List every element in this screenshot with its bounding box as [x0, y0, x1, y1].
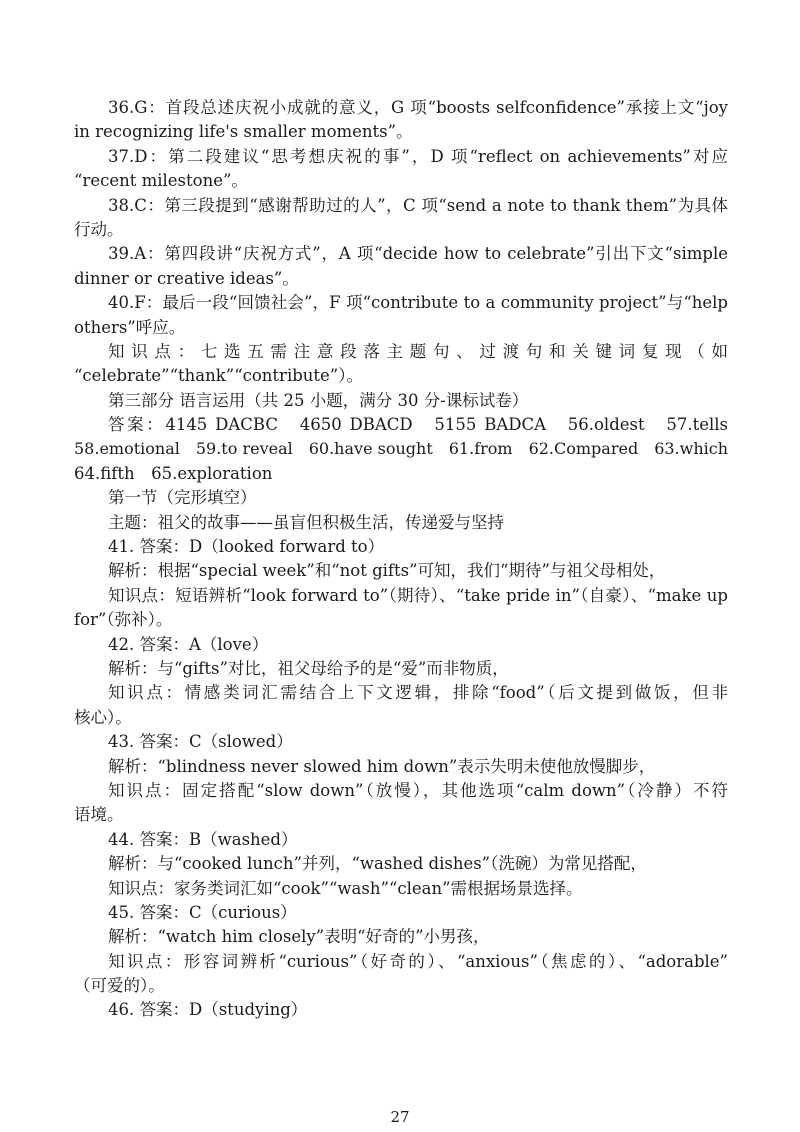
text-line: 37.D：第二段建议“思考想庆祝的事”，D 项“reflect on achievements”对应	[108, 146, 728, 166]
text-line: 46. 答案：D（studying）	[108, 1000, 308, 1020]
text-line: 41. 答案：D（looked forward to）	[108, 537, 385, 557]
text-line: dinner or creative ideas”。	[74, 268, 299, 288]
document-body	[74, 96, 728, 1023]
text-line: （可爱的）。	[74, 976, 165, 996]
text-line: 39.A：第四段讲“庆祝方式”，A 项“decide how to celebrate”引出下文“simple	[108, 244, 728, 264]
text-line: 行动。	[74, 219, 124, 239]
text-line: 38.C：第三段提到“感谢帮助过的人”，C 项“send a note to thank them”为具体	[108, 195, 728, 215]
text-line: 主题：祖父的故事——虽盲但积极生活，传递爱与坚持	[108, 512, 504, 532]
text-line: 解析：根据“special week”和“not gifts”可知，我们“期待”与祖父母相处，	[108, 561, 666, 581]
text-line: 解析：“blindness never slowed him down”表示失明未使他放慢脚步，	[108, 756, 656, 776]
text-line: 解析：“watch him closely”表明“好奇的”小男孩，	[108, 927, 490, 947]
text-line: 知识点：情感类词汇需结合上下文逻辑，排除“food”（后文提到做饭，但非	[108, 683, 728, 703]
text-line: 知识点：七选五需注意段落主题句、过渡句和关键词复现（如	[108, 341, 728, 361]
text-line: 知识点：短语辨析“look forward to”（期待）、“take pride in”（自豪）、“make up	[108, 585, 728, 605]
text-line: 58.emotional 59.to reveal 60.have sought 61.from 62.Compared 63.which	[74, 439, 728, 459]
text-line: 核心）。	[74, 707, 132, 727]
text-line: 36.G：首段总述庆祝小成就的意义，G 项“boosts selfconfidence”承接上文“joy	[108, 98, 728, 117]
text-line: 答案：4145 DACBC 4650 DBACD 5155 BADCA 56.oldest 57.tells	[108, 415, 728, 435]
page-number: 27	[390, 1108, 410, 1126]
text-line: 知识点：固定搭配“slow down”（放慢），其他选项“calm down”（冷静）不符	[108, 780, 728, 800]
text-line: 40.F：最后一段“回馈社会”，F 项“contribute to a community project”与“help	[108, 293, 728, 313]
text-line: 知识点：形容词辨析“curious”（好奇的）、“anxious”（焦虑的）、“adorable”	[108, 951, 728, 971]
text-line: “celebrate”“thank”“contribute”）。	[74, 366, 363, 386]
text-line: 42. 答案：A（love）	[108, 634, 269, 654]
text-line: in recognizing life's smaller moments”。	[74, 122, 413, 142]
text-line: 解析：与“cooked lunch”并列，“washed dishes”（洗碗）为常见搭配，	[108, 854, 647, 874]
text-line: 43. 答案：C（slowed）	[108, 732, 293, 752]
text-line: 第三部分 语言运用（共 25 小题，满分 30 分-课标试卷）	[108, 390, 529, 410]
text-line: others”呼应。	[74, 317, 186, 337]
text-line: 解析：与“gifts”对比，祖父母给予的是“爱”而非物质，	[108, 658, 509, 678]
text-line: for”（弥补）。	[74, 610, 173, 630]
text-line: 语境。	[74, 805, 124, 825]
text-line: 45. 答案：C（curious）	[108, 902, 297, 922]
text-line: 44. 答案：B（washed）	[108, 829, 298, 849]
text-line: 64.fifth 65.exploration	[74, 463, 273, 483]
text-line: 知识点：家务类词汇如“cook”“wash”“clean”需根据场景选择。	[108, 878, 583, 898]
text-line: “recent milestone”。	[74, 171, 248, 191]
text-line: 第一节（完形填空）	[108, 488, 257, 508]
